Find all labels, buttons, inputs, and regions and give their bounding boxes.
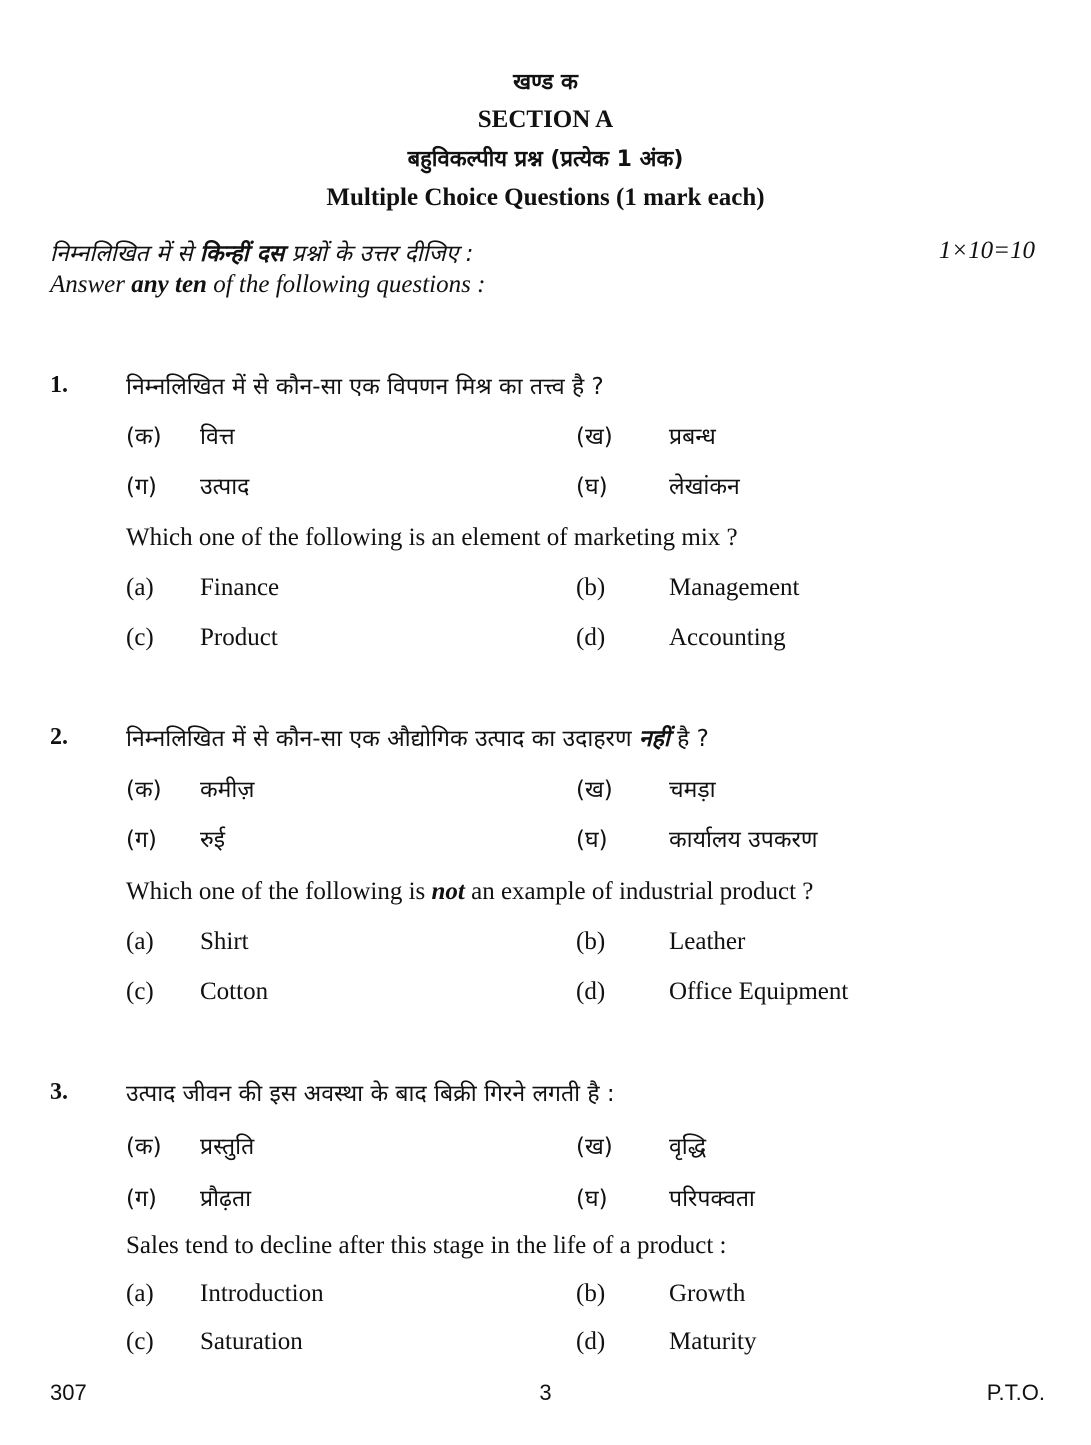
option-text: Maturity <box>669 1328 757 1355</box>
option-text: परिपक्वता <box>669 1186 755 1212</box>
question-text-english: Which one of the following is an element of marketing mix ? <box>126 524 738 551</box>
option-text: वित्त <box>200 424 235 450</box>
option-text: Introduction <box>200 1280 324 1307</box>
question-text-hindi: निम्नलिखित में से कौन-सा एक विपणन मिश्र का तत्त्व है ? <box>126 374 604 400</box>
option-text: Office Equipment <box>669 978 849 1005</box>
option-text: Product <box>200 624 278 651</box>
option-label: (ग) <box>126 1186 157 1212</box>
option-label: (क) <box>126 424 162 450</box>
option-label: (ख) <box>576 777 613 803</box>
option-text: चमड़ा <box>669 777 716 803</box>
option-label: (b) <box>576 1280 606 1307</box>
option-label: (क) <box>126 1134 162 1160</box>
option-label: (घ) <box>576 827 608 853</box>
option-label: (ख) <box>576 424 613 450</box>
option-text: Saturation <box>200 1328 303 1355</box>
option-text: प्रौढ़ता <box>200 1186 252 1212</box>
option-text: प्रबन्ध <box>669 424 716 450</box>
option-label: (b) <box>576 928 606 955</box>
section-title-hindi: खण्ड क <box>513 70 578 95</box>
option-label: (a) <box>126 574 154 601</box>
option-label: (क) <box>126 777 162 803</box>
please-turn-over: P.T.O. <box>986 1380 1045 1405</box>
option-text: कार्यालय उपकरण <box>669 827 818 853</box>
question-text-hindi: उत्पाद जीवन की इस अवस्था के बाद बिक्री गिरने लगती है : <box>126 1081 615 1107</box>
option-text: Accounting <box>669 624 786 651</box>
section-title-english: SECTION A <box>477 106 614 133</box>
question-text-hindi: निम्नलिखित में से कौन-सा एक औद्योगिक उत्पाद का उदाहरण नहीं है ? <box>126 726 709 752</box>
question-number: 1. <box>50 372 68 398</box>
option-label: (c) <box>126 1328 154 1355</box>
option-label: (d) <box>576 624 606 651</box>
page-number: 3 <box>539 1380 552 1405</box>
question-type-hindi: बहुविकल्पीय प्रश्न (प्रत्येक 1 अंक) <box>407 147 684 172</box>
marks-allocation: 1×10=10 <box>938 237 1035 264</box>
option-text: प्रस्तुति <box>200 1134 255 1160</box>
option-label: (d) <box>576 1328 606 1355</box>
question-number: 3. <box>50 1079 68 1105</box>
question-number: 2. <box>50 724 68 750</box>
question-text-english: Sales tend to decline after this stage in the life of a product : <box>126 1232 727 1259</box>
question-type-english: Multiple Choice Questions (1 mark each) <box>326 184 765 211</box>
option-label: (ग) <box>126 474 157 500</box>
option-label: (घ) <box>576 1186 608 1212</box>
option-text: Cotton <box>200 978 269 1005</box>
option-label: (ख) <box>576 1134 613 1160</box>
option-label: (a) <box>126 1280 154 1307</box>
option-label: (a) <box>126 928 154 955</box>
instruction-english: Answer any ten of the following questions : <box>50 271 486 298</box>
option-text: उत्पाद <box>200 474 250 500</box>
option-label: (ग) <box>126 827 157 853</box>
option-label: (घ) <box>576 474 608 500</box>
paper-code: 307 <box>50 1380 87 1405</box>
option-text: Finance <box>200 574 280 601</box>
question-text-english: Which one of the following is not an example of industrial product ? <box>126 878 814 905</box>
option-text: Shirt <box>200 928 249 955</box>
option-text: Growth <box>669 1280 746 1307</box>
instruction-hindi: निम्नलिखित में से किन्हीं दस प्रश्नों के उत्तर दीजिए : <box>50 241 474 267</box>
option-text: Management <box>669 574 800 601</box>
option-text: कमीज़ <box>200 777 255 803</box>
option-label: (b) <box>576 574 606 601</box>
option-text: वृद्धि <box>669 1134 707 1160</box>
option-text: रुई <box>200 827 226 853</box>
option-label: (c) <box>126 624 154 651</box>
option-label: (c) <box>126 978 154 1005</box>
option-text: Leather <box>669 928 746 955</box>
option-label: (d) <box>576 978 606 1005</box>
option-text: लेखांकन <box>669 474 740 500</box>
